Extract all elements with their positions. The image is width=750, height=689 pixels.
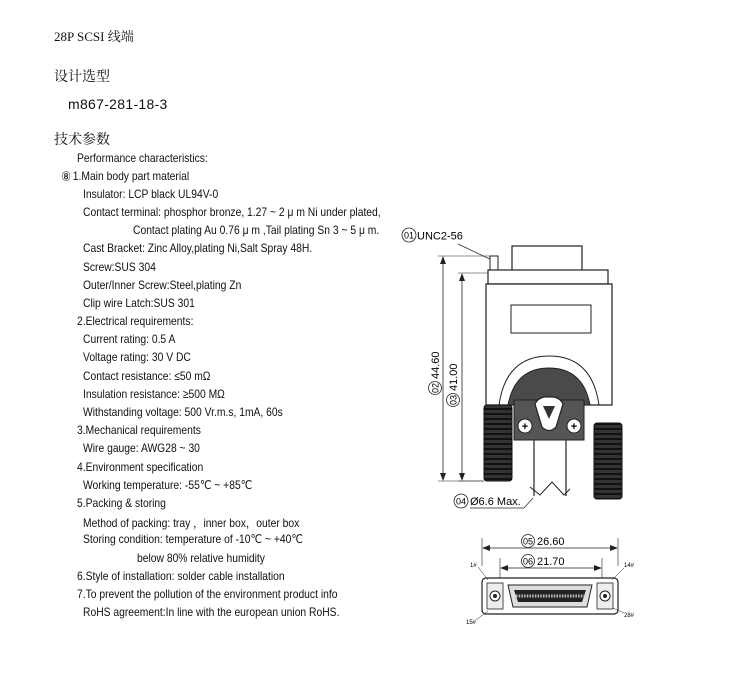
spec-humidity: below 80% relative humidity — [137, 551, 265, 565]
spec-electrical: 2.Electrical requirements: — [77, 314, 194, 328]
w21-marker: 06 — [522, 556, 534, 567]
left-screw-cross-icon: + — [521, 421, 529, 433]
spec-mechanical: 3.Mechanical requirements — [77, 423, 201, 437]
spec-voltage-rating: Voltage rating: 30 V DC — [83, 350, 191, 364]
spec-outer-inner-screw: Outer/Inner Screw:Steel,plating Zn — [83, 278, 242, 292]
dim44-label: 44.60 — [430, 351, 442, 379]
page-title: 28P SCSI 线端 — [54, 29, 134, 44]
spec-wire-gauge: Wire gauge: AWG28 ~ 30 — [83, 441, 200, 455]
connector-side-view — [484, 246, 622, 499]
model-number: m867-281-18-3 — [68, 96, 168, 112]
left-knurled-screw — [484, 405, 512, 481]
spec-contact-terminal: Contact terminal: phosphor bronze, 1.27 ~ 2 μ m Ni under plated, — [83, 205, 381, 219]
right-screw-cross-icon: + — [570, 421, 578, 433]
tech-heading: 技术参数 — [54, 131, 110, 147]
pin14-label: 14# — [624, 563, 635, 569]
cable-callout — [454, 494, 533, 508]
w26-label: 26.60 — [537, 536, 565, 548]
spec-packing: 5.Packing & storing — [77, 496, 166, 510]
spec-performance: Performance characteristics: — [77, 151, 208, 165]
material-marker: ⑧ — [61, 168, 72, 184]
w26-marker: 05 — [522, 536, 534, 547]
pin14-leader — [612, 568, 624, 580]
spec-clip-wire: Clip wire Latch:SUS 301 — [83, 296, 195, 310]
spec-rohs: RoHS agreement:In line with the european union RoHS. — [83, 605, 340, 619]
spec-withstanding-voltage: Withstanding voltage: 500 Vr.m.s, 1mA, 60s — [83, 405, 283, 419]
spec-cast-bracket: Cast Bracket: Zinc Alloy,plating Ni,Salt Spray 48H. — [83, 241, 313, 255]
pin1-label: 1# — [470, 563, 477, 569]
pin28-label: 28# — [624, 613, 635, 619]
connector-front-view — [466, 563, 635, 626]
cable-callout-leader — [524, 498, 533, 508]
spec-pollution: 7.To prevent the pollution of the environment product info — [77, 587, 338, 601]
design-heading: 设计选型 — [54, 68, 110, 84]
unc-label: UNC2-56 — [417, 230, 463, 243]
spec-contact-plating: Contact plating Au 0.76 μ m ,Tail plating Sn 3 ~ 5 μ m. — [133, 223, 380, 237]
cable-marker: 04 — [455, 496, 467, 507]
spec-working-temp: Working temperature: -55℃ ~ +85℃ — [83, 478, 253, 492]
pin15-label: 15# — [466, 620, 477, 626]
w21-label: 21.70 — [537, 556, 565, 568]
cable-break-line — [530, 482, 570, 495]
spec-method-packing: Method of packing: tray ，inner box，outer box — [83, 516, 300, 530]
pin15-leader — [476, 611, 488, 620]
width-dimensions — [482, 535, 618, 581]
pin1-leader — [478, 567, 488, 580]
front-right-screw-center — [603, 594, 607, 598]
unc-marker: 01 — [403, 230, 415, 241]
spec-environment: 4.Environment specification — [77, 460, 204, 474]
spec-current-rating: Current rating: 0.5 A — [83, 332, 176, 346]
dim41-label: 41.00 — [448, 363, 460, 391]
spec-screw: Screw:SUS 304 — [83, 260, 156, 274]
spec-installation: 6.Style of installation: solder cable installation — [77, 569, 285, 583]
dim41-marker: 03 — [448, 394, 459, 406]
unc-callout — [402, 228, 496, 262]
spec-insulation-resistance: Insulation resistance: ≥500 MΩ — [83, 387, 225, 401]
spec-main-body-label: 1.Main body part material — [72, 169, 190, 183]
spec-insulator: Insulator: LCP black UL94V-0 — [83, 187, 219, 201]
right-knurled-screw — [594, 423, 622, 499]
cable-label: Ø6.6 Max. — [470, 496, 521, 508]
top-flange — [488, 270, 608, 284]
spec-storing-condition: Storing condition: temperature of -10℃ ~ +40℃ — [83, 532, 303, 546]
label-window — [511, 305, 591, 333]
front-left-screw-center — [493, 594, 497, 598]
vertical-dimensions — [429, 256, 491, 481]
dim44-marker: 02 — [430, 382, 441, 394]
spec-contact-resistance: Contact resistance: ≤50 mΩ — [83, 369, 211, 383]
